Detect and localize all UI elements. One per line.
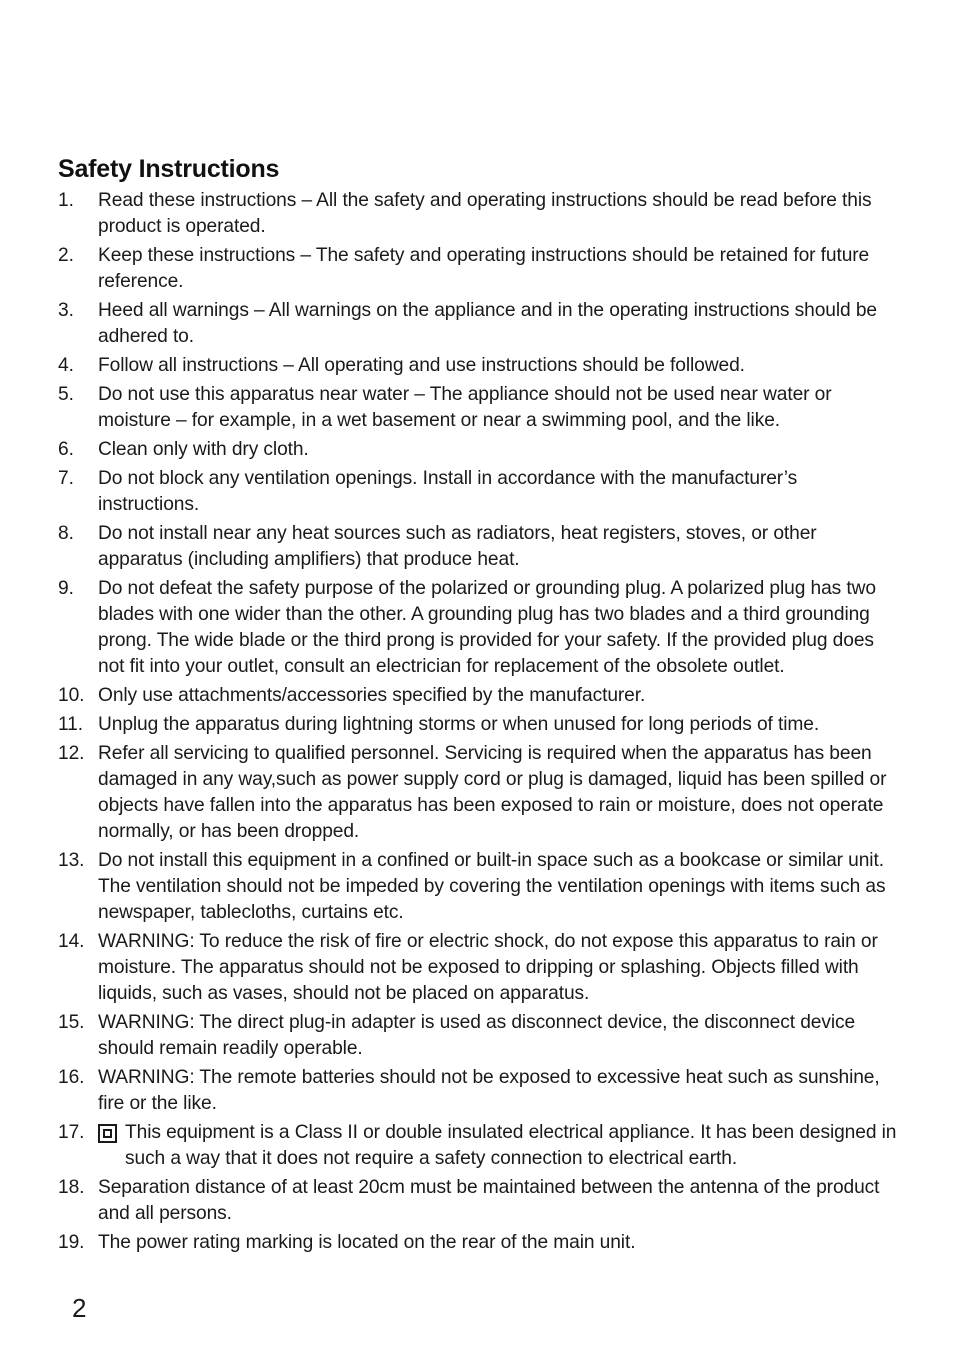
item-text: Do not block any ventilation openings. Install in accordance with the manufacturer’s instructions. bbox=[98, 468, 798, 515]
list-item bbox=[58, 1010, 898, 1062]
item-text: Only use attachments/accessories specified by the manufacturer. bbox=[98, 685, 646, 706]
list-item bbox=[58, 712, 898, 738]
list-item bbox=[58, 683, 898, 709]
list-item bbox=[58, 243, 898, 295]
item-text: Keep these instructions – The safety and operating instructions should be retained for future reference. bbox=[98, 245, 870, 292]
item-number: 14. bbox=[58, 931, 85, 952]
list-item bbox=[58, 1120, 898, 1172]
class-ii-double-insulation-icon bbox=[98, 1124, 117, 1143]
item-number: 2. bbox=[58, 245, 74, 266]
list-item bbox=[58, 353, 898, 379]
list-item bbox=[58, 437, 898, 463]
item-number: 11. bbox=[58, 714, 83, 735]
item-text: Unplug the apparatus during lightning storms or when unused for long periods of time. bbox=[98, 714, 820, 735]
item-text: Do not install this equipment in a confined or built-in space such as a bookcase or similar unit. The ventilation should not be impeded by covering the ventilation openings with items such as newspaper, tablecloths, curtains etc. bbox=[98, 850, 886, 923]
item-text: Refer all servicing to qualified personnel. Servicing is required when the apparatus has been damaged in any way,such as power supply cord or plug is damaged, liquid has been spilled or objects have fallen into the apparatus has been exposed to rain or moisture, does not operate normally, or has been dropped. bbox=[98, 743, 887, 842]
item-text: Follow all instructions – All operating and use instructions should be followed. bbox=[98, 355, 745, 376]
item-text: Read these instructions – All the safety and operating instructions should be read before this product is operated. bbox=[98, 190, 872, 237]
item-number: 8. bbox=[58, 523, 74, 544]
list-item bbox=[58, 848, 898, 926]
item-text: Do not defeat the safety purpose of the polarized or grounding plug. A polarized plug has two blades with one wider than the other. A grounding plug has two blades and a third grounding prong. The wide blade or the third prong is provided for your safety. If the provided plug does not fit into your outlet, consult an electrician for replacement of the obsolete outlet. bbox=[98, 578, 876, 677]
item-number: 10. bbox=[58, 685, 85, 706]
item-number: 15. bbox=[58, 1012, 85, 1033]
item-text: WARNING: The direct plug-in adapter is used as disconnect device, the disconnect device should remain readily operable. bbox=[98, 1012, 856, 1059]
list-item bbox=[58, 298, 898, 350]
item-number: 5. bbox=[58, 384, 74, 405]
item-text: WARNING: To reduce the risk of fire or electric shock, do not expose this apparatus to rain or moisture. The apparatus should not be exposed to dripping or splashing. Objects filled with liquids, such as vases, should not be placed on apparatus. bbox=[98, 931, 878, 1004]
list-item bbox=[58, 1230, 898, 1256]
list-item bbox=[58, 1065, 898, 1117]
item-text: Do not use this apparatus near water – The appliance should not be used near water or moisture – for example, in a wet basement or near a swimming pool, and the like. bbox=[98, 384, 832, 431]
item-text: Heed all warnings – All warnings on the appliance and in the operating instructions should be adhered to. bbox=[98, 300, 877, 347]
list-item bbox=[58, 576, 898, 680]
item-number: 6. bbox=[58, 439, 74, 460]
item-number: 3. bbox=[58, 300, 74, 321]
item-number: 13. bbox=[58, 850, 85, 871]
list-item bbox=[58, 1175, 898, 1227]
item-number: 17. bbox=[58, 1122, 85, 1143]
item-text: Clean only with dry cloth. bbox=[98, 439, 309, 460]
item-number: 1. bbox=[58, 190, 74, 211]
list-item bbox=[58, 929, 898, 1007]
item-text: The power rating marking is located on the rear of the main unit. bbox=[98, 1232, 636, 1253]
item-text: WARNING: The remote batteries should not be exposed to excessive heat such as sunshine, fire or the like. bbox=[98, 1067, 880, 1114]
item-number: 16. bbox=[58, 1067, 85, 1088]
page-title: Safety Instructions bbox=[58, 155, 280, 183]
item-text: Separation distance of at least 20cm must be maintained between the antenna of the product and all persons. bbox=[98, 1177, 880, 1224]
list-item bbox=[58, 521, 898, 573]
item-number: 19. bbox=[58, 1232, 85, 1253]
item-number: 7. bbox=[58, 468, 74, 489]
item-text: This equipment is a Class II or double insulated electrical appliance. It has been designed in such a way that it does not require a safety connection to electrical earth. bbox=[125, 1122, 897, 1169]
list-item bbox=[58, 382, 898, 434]
list-item bbox=[58, 466, 898, 518]
list-item bbox=[58, 741, 898, 845]
item-number: 9. bbox=[58, 578, 74, 599]
item-number: 12. bbox=[58, 743, 85, 764]
safety-instructions-list bbox=[58, 188, 898, 1259]
list-item bbox=[58, 188, 898, 240]
item-number: 4. bbox=[58, 355, 74, 376]
page-number: 2 bbox=[72, 1293, 87, 1323]
item-text: Do not install near any heat sources such as radiators, heat registers, stoves, or other apparatus (including amplifiers) that produce heat. bbox=[98, 523, 817, 570]
item-number: 18. bbox=[58, 1177, 85, 1198]
